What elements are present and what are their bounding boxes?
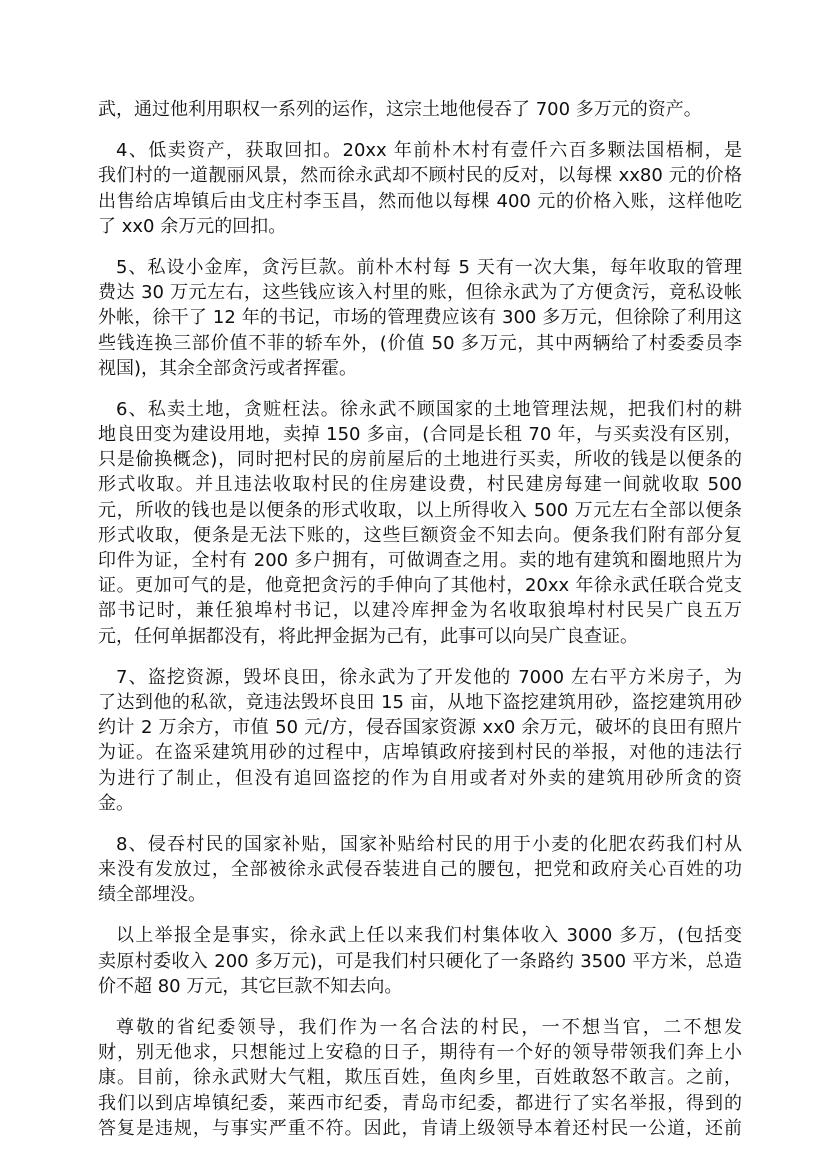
paragraph xyxy=(98,665,742,816)
text-line: 7、盗挖资源，毁坏良田，徐永武为了开发他的 7000 左右平方米房子，为 xyxy=(116,666,742,688)
text-line: 5、私设小金库，贪污巨款。前朴木村每 5 天有一次大集，每年收取的管理 xyxy=(116,256,742,278)
paragraph xyxy=(98,397,742,649)
text-line: 卖原村委收入 200 多万元)，可是我们村只硬化了一条路约 3500 平方米，总造 xyxy=(98,950,742,972)
text-line: 印件为证，全村有 200 多户拥有，可做调查之用。卖的地有建筑和圈地照片为 xyxy=(98,550,742,571)
text-line: 4、低卖资产，获取回扣。20xx 年前朴木村有壹仟六百多颗法国梧桐，是 xyxy=(116,140,742,162)
text-line: 形式收取，便条是无法下账的，这些巨额资金不知去向。便条我们附有部分复 xyxy=(98,524,742,546)
text-line: 元，任何单据都没有，将此押金据为己有，此事可以向吴广良查证。 xyxy=(98,625,638,647)
text-line: 外帐，徐干了 12 年的书记，市场的管理费应该有 300 多万元，但徐除了利用这 xyxy=(98,307,742,329)
text-line: 6、私卖土地，贪赃枉法。徐永武不顾国家的土地管理法规，把我们村的耕 xyxy=(116,398,742,420)
text-line: 费达 30 万元左右，这些钱应该入村里的账，但徐永武为了方便贪污，竟私设帐 xyxy=(98,282,742,304)
text-line: 以上举报全是事实，徐永武上任以来我们村集体收入 3000 多万，(包括变 xyxy=(116,925,742,947)
text-line: 武，通过他利用职权一系列的运作，这宗土地他侵吞了 700 多万元的资产。 xyxy=(98,99,702,120)
text-line: 绩全部埋没。 xyxy=(98,884,206,906)
text-line: 我们以到店埠镇纪委，莱西市纪委，青岛市纪委，都进行了实名举报，得到的 xyxy=(98,1092,742,1114)
text-line: 了 xx0 余万元的回扣。 xyxy=(98,215,287,237)
text-line: 些钱连换三部价值不菲的轿车外，(价值 50 多万元，其中两辆给了村委委员李 xyxy=(98,332,742,354)
text-line: 形式收取。并且违法收取村民的住房建设费，村民建房每建一间就收取 500 xyxy=(98,474,742,496)
paragraph xyxy=(98,255,742,381)
paragraph xyxy=(98,1015,742,1141)
text-line: 只是偷换概念)，同时把村民的房前屋后的土地进行买卖，所收的钱是以便条的 xyxy=(98,449,742,471)
text-line: 约计 2 万余方，市值 50 元/方，侵吞国家资源 xx0 余万元，破坏的良田有照片 xyxy=(98,717,742,739)
text-line: 视国)，其余全部贪污或者挥霍。 xyxy=(98,357,358,379)
text-line: 证。更加可气的是，他竟把贪污的手伸向了其他村，20xx 年徐永武任联合党支 xyxy=(98,575,742,597)
text-line: 8、侵吞村民的国家补贴，国家补贴给村民的用于小麦的化肥农药我们村从 xyxy=(116,833,742,855)
text-line: 价不超 80 万元，其它巨款不知去向。 xyxy=(98,975,403,997)
text-line: 为进行了制止，但没有追回盗挖的作为自用或者对外卖的建筑用砂所贪的资 xyxy=(98,767,742,789)
text-line: 为证。在盗采建筑用砂的过程中，店埠镇政府接到村民的举报，对他的违法行 xyxy=(98,742,742,764)
text-line: 部书记时，兼任狼埠村书记，以建冷库押金为名收取狼埠村村民吴广良五万 xyxy=(98,600,742,622)
paragraph xyxy=(98,832,742,908)
paragraph xyxy=(98,923,742,999)
text-line: 来没有发放过，全部被徐永武侵吞装进自己的腰包，把党和政府关心百姓的功 xyxy=(98,859,742,881)
text-line: 财，别无他求，只想能过上安稳的日子，期待有一个好的领导带领我们奔上小 xyxy=(98,1042,742,1064)
document-page xyxy=(98,97,742,1157)
text-line: 答复是违规，与事实严重不符。因此，肯请上级领导本着还村民一公道，还前 xyxy=(98,1117,742,1139)
paragraph xyxy=(98,97,742,122)
text-line: 康。目前，徐永武财大气粗，欺压百姓，鱼肉乡里，百姓敢怒不敢言。之前， xyxy=(98,1067,742,1089)
text-line: 出售给店埠镇后由戈庄村李玉昌，然而他以每棵 400 元的价格入账，这样他吃 xyxy=(98,190,742,212)
text-line: 了达到他的私欲，竟违法毁坏良田 15 亩，从地下盗挖建筑用砂，盗挖建筑用砂 xyxy=(98,691,742,713)
text-line: 地良田变为建设用地，卖掉 150 多亩，(合同是长租 70 年，与买卖没有区别， xyxy=(98,424,742,446)
text-line: 金。 xyxy=(98,792,134,814)
paragraph xyxy=(98,138,742,239)
text-line: 我们村的一道靓丽风景，然而徐永武却不顾村民的反对，以每棵 xx80 元的价格 xyxy=(98,165,742,187)
text-line: 尊敬的省纪委领导，我们作为一名合法的村民，一不想当官，二不想发 xyxy=(116,1017,742,1038)
text-line: 元，所收的钱也是以便条的形式收取，以上所得收入 500 万元左右全部以便条 xyxy=(98,499,742,521)
